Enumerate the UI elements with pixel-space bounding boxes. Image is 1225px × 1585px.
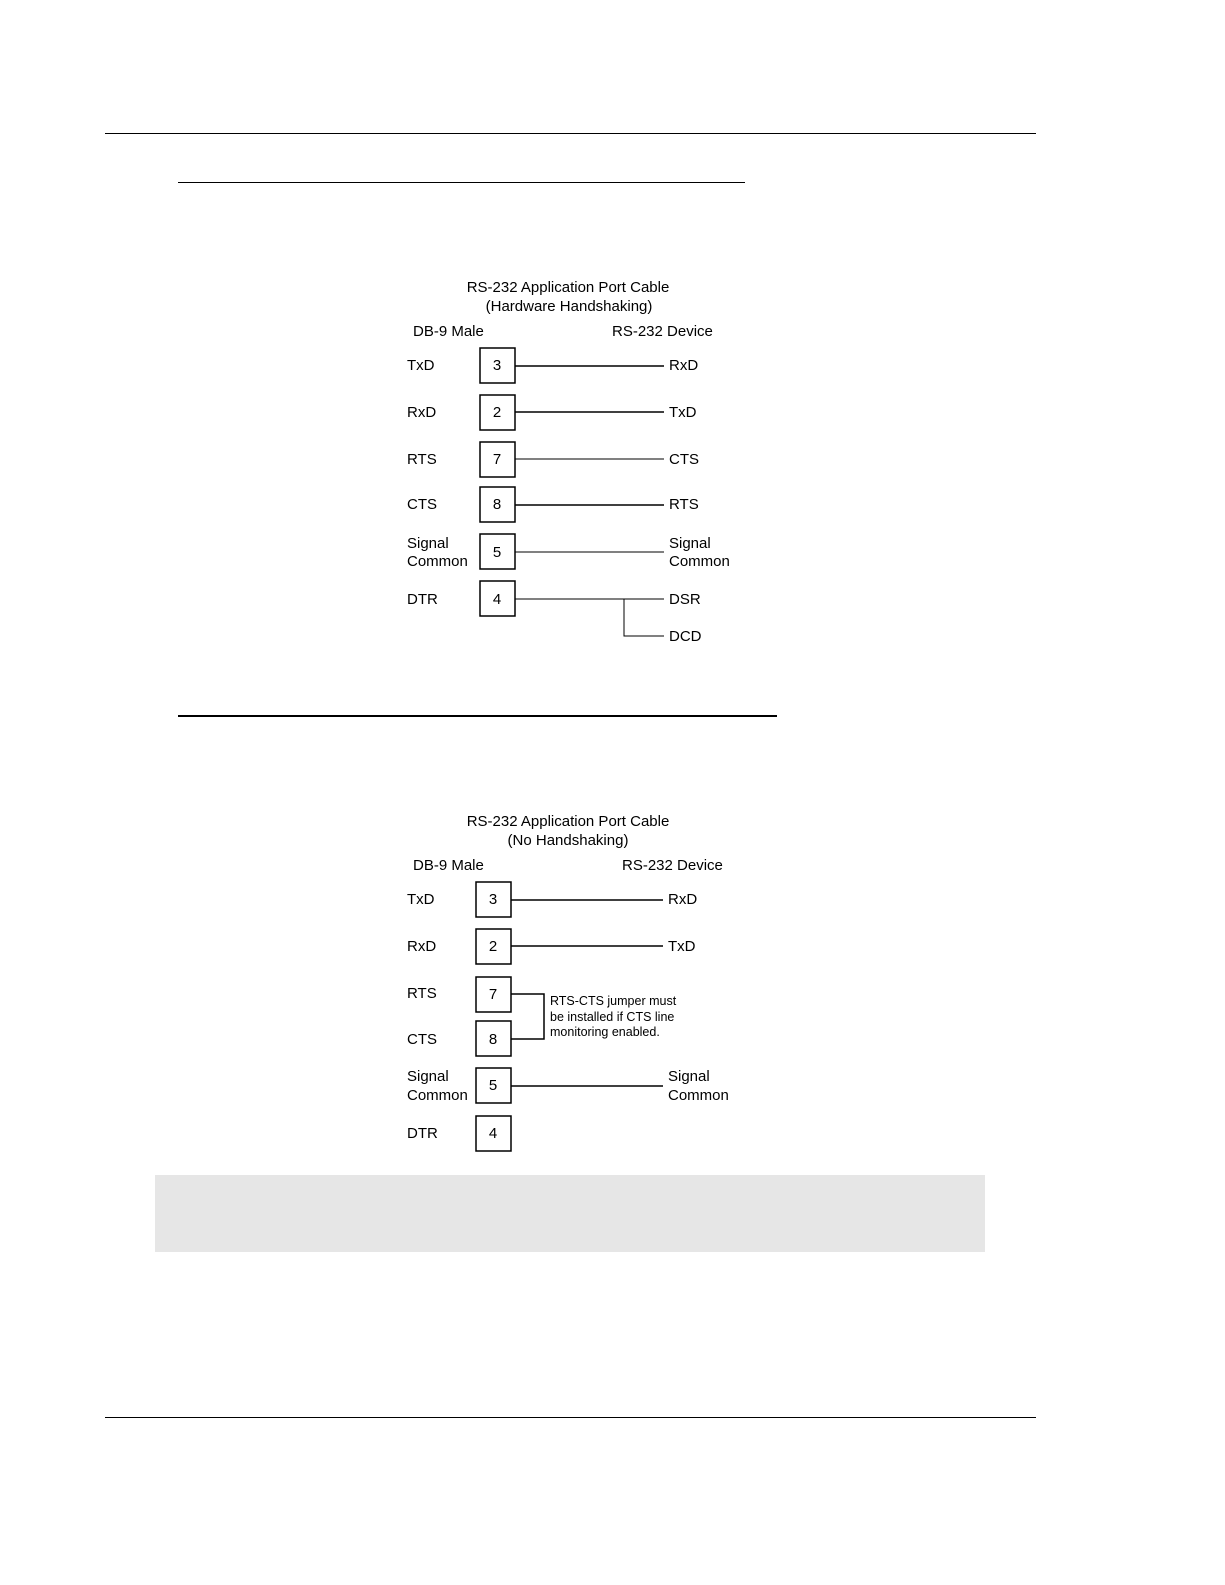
d2-pin-number-8: 8 [488,1031,498,1048]
d1-pin-number-3: 3 [492,357,502,374]
d1-right-label-rxd: RxD [669,357,699,374]
d1-pin-number-4: 4 [492,591,502,608]
d2-pin-number-4: 4 [488,1125,498,1142]
diagram1-right-header: RS-232 Device [612,323,713,340]
d2-jumper-note-line2: be installed if CTS line [550,1010,675,1024]
d1-right-label-cts: CTS [669,451,699,468]
d1-right-label-txd: TxD [669,404,697,421]
d1-left-label-rts: RTS [407,451,437,468]
d2-right-label-signal: Signal [668,1068,710,1085]
d2-left-label-cts: CTS [407,1031,437,1048]
d2-pin-number-5: 5 [488,1077,498,1094]
diagram-no-handshaking [407,813,729,1151]
d1-wire-dtr-dcd-branch [624,599,664,636]
d1-left-label-rxd: RxD [407,404,437,421]
diagram2-subtitle: (No Handshaking) [507,832,629,849]
diagram2-right-header: RS-232 Device [622,857,723,874]
d1-left-label-dtr: DTR [407,591,438,608]
d2-pin-number-7: 7 [488,986,498,1003]
d2-jumper-note-line3: monitoring enabled. [550,1025,660,1039]
d1-left-label-signal: Signal [407,535,449,552]
d1-pin-number-2: 2 [492,404,502,421]
d1-right-label-rts: RTS [669,496,699,513]
d1-right-label-signal: Signal [669,535,711,552]
d2-right-label-txd: TxD [668,938,696,955]
d1-right-label-dsr: DSR [669,591,701,608]
d1-left-label-common: Common [407,553,468,570]
d2-left-label-dtr: DTR [407,1125,438,1142]
d2-left-label-signal: Signal [407,1068,449,1085]
d1-pin-number-7: 7 [492,451,502,468]
d2-pin-number-3: 3 [488,891,498,908]
d2-rts-cts-jumper [511,994,544,1039]
d2-right-label-rxd: RxD [668,891,698,908]
d2-jumper-note-line1: RTS-CTS jumper must [550,994,677,1008]
d2-left-label-rxd: RxD [407,938,437,955]
diagram1-subtitle: (Hardware Handshaking) [485,298,653,315]
d1-left-label-cts: CTS [407,496,437,513]
d1-right-label-dcd: DCD [669,628,702,645]
diagram-hardware-handshaking [407,279,730,645]
d1-left-label-txd: TxD [407,357,435,374]
d1-right-label-common: Common [669,553,730,570]
diagram1-title: RS-232 Application Port Cable [466,279,670,296]
diagram2-left-header: DB-9 Male [413,857,484,874]
d2-right-label-common: Common [668,1087,729,1104]
d2-left-label-rts: RTS [407,985,437,1002]
d2-left-label-common: Common [407,1087,468,1104]
d2-left-label-txd: TxD [407,891,435,908]
d2-pin-number-2: 2 [488,938,498,955]
diagram2-title: RS-232 Application Port Cable [466,813,670,830]
diagram1-left-header: DB-9 Male [413,323,484,340]
d1-pin-number-8: 8 [492,496,502,513]
d1-pin-number-5: 5 [492,544,502,561]
